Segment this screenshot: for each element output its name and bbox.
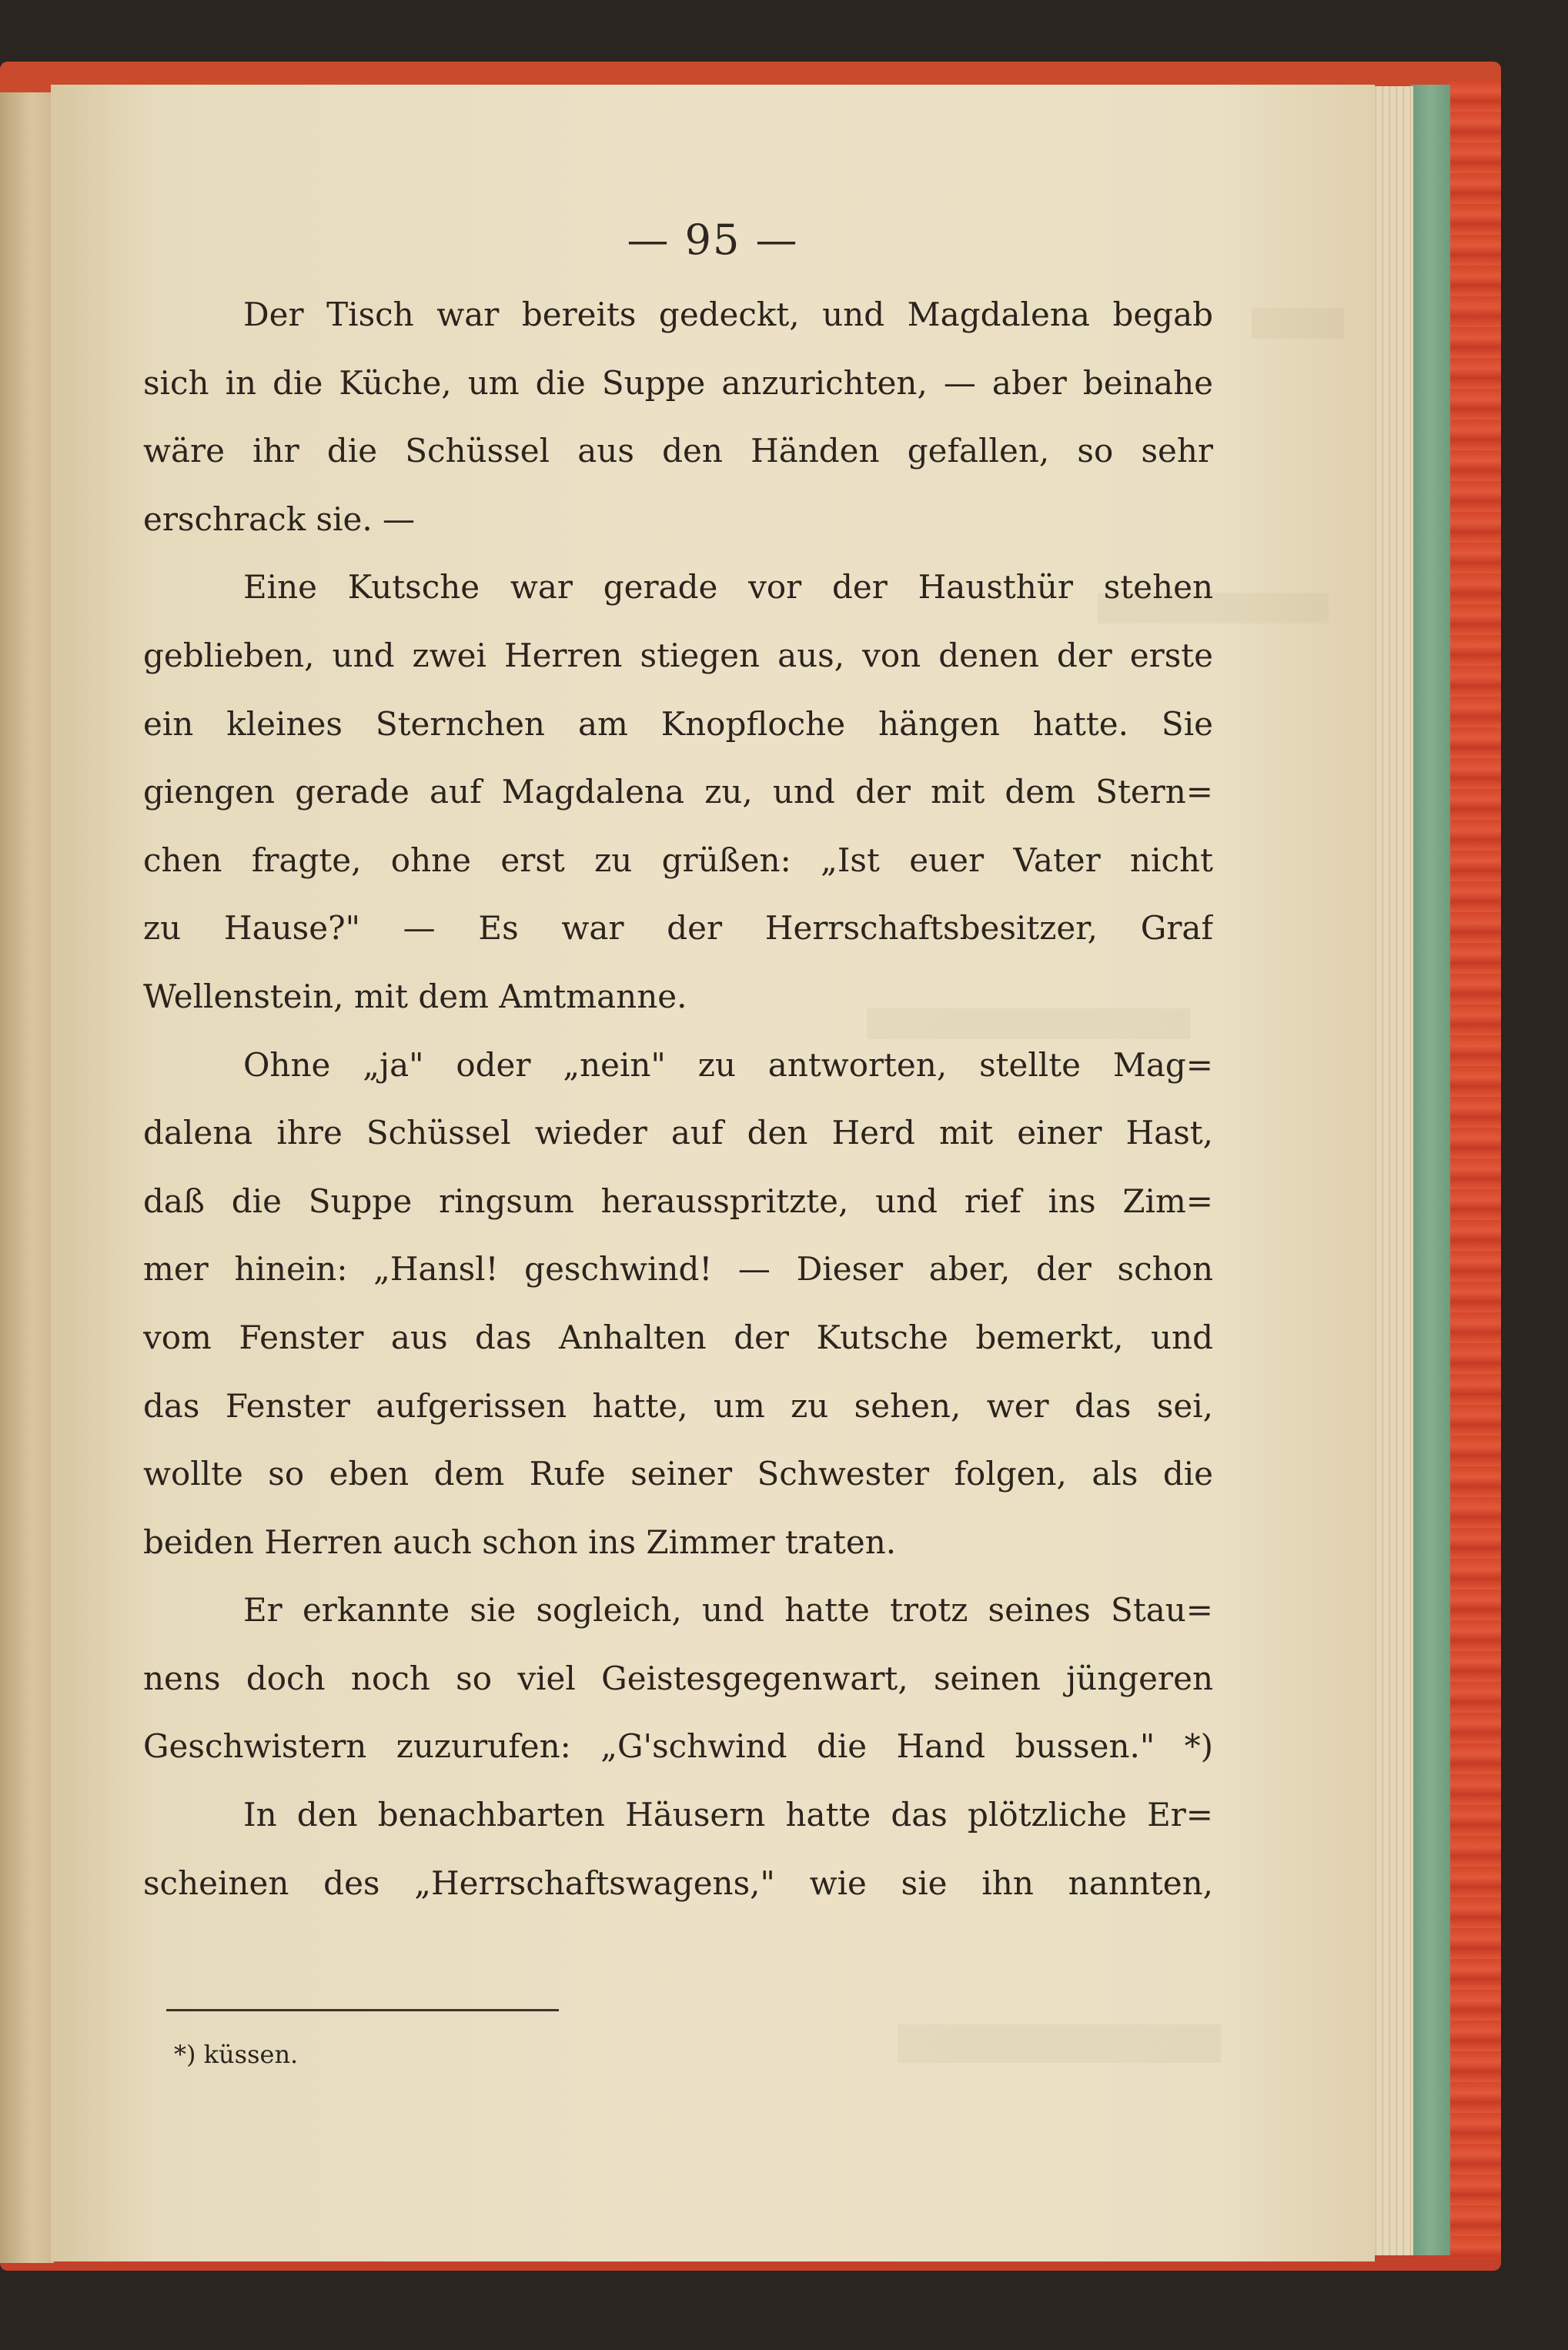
text-line: wäre ihr die Schüssel aus den Händen gefallen, so sehr	[143, 432, 1213, 470]
text-line: ein kleines Sternchen am Knopfloche hängen hatte. Sie	[143, 704, 1213, 743]
text-line: nens doch noch so viel Geistesgegenwart, seinen jüngeren	[143, 1659, 1213, 1697]
show-through-mark	[898, 2024, 1221, 2063]
page-stack-edge	[1370, 86, 1413, 2255]
book-page	[51, 85, 1375, 2261]
text-line: wollte so eben dem Rufe seiner Schwester folgen, als die	[143, 1455, 1213, 1493]
page-number: — 95 —	[627, 216, 799, 264]
text-line: erschrack sie. —	[143, 500, 416, 538]
red-fore-edge	[1447, 81, 1501, 2259]
text-line: chen fragte, ohne erst zu grüßen: „Ist euer Vater nicht	[143, 841, 1213, 879]
text-line: geblieben, und zwei Herren stiegen aus, von denen der erste	[143, 636, 1213, 674]
text-line: sich in die Küche, um die Suppe anzurichten, — aber beinahe	[143, 363, 1213, 402]
text-line: das Fenster aufgerissen hatte, um zu sehen, wer das sei,	[143, 1386, 1213, 1425]
body-text	[143, 281, 1213, 1917]
text-line: scheinen des „Herrschaftswagens," wie sie ihn nannten,	[143, 1864, 1213, 1902]
show-through-mark	[1252, 308, 1344, 339]
text-line: beiden Herren auch schon ins Zimmer traten.	[143, 1523, 897, 1561]
green-edge	[1410, 85, 1450, 2255]
text-line: Er erkannte sie sogleich, und hatte trotz seines Stau=	[243, 1591, 1213, 1630]
previous-page-edge	[0, 92, 54, 2263]
footnote: *) küssen.	[174, 2040, 299, 2069]
text-line: Der Tisch war bereits gedeckt, und Magdalena begab	[243, 296, 1213, 333]
text-line: Geschwistern zuzurufen: „G'schwind die Hand bussen." *)	[143, 1727, 1213, 1766]
text-line: dalena ihre Schüssel wieder auf den Herd mit einer Hast,	[143, 1114, 1213, 1152]
text-line: Wellenstein, mit dem Amtmanne.	[143, 977, 687, 1015]
footnote-rule	[166, 2009, 559, 2011]
text-line: vom Fenster aus das Anhalten der Kutsche bemerkt, und	[143, 1318, 1213, 1356]
text-line: Ohne „ja" oder „nein" zu antworten, stellte Mag=	[243, 1045, 1213, 1084]
text-line: mer hinein: „Hansl! geschwind! — Dieser aber, der schon	[143, 1250, 1213, 1289]
text-line: In den benachbarten Häusern hatte das plötzliche Er=	[243, 1796, 1213, 1834]
text-line: zu Hause?" — Es war der Herrschaftsbesitzer, Graf	[143, 909, 1213, 948]
text-line: giengen gerade auf Magdalena zu, und der mit dem Stern=	[143, 773, 1213, 811]
text-line: daß die Suppe ringsum herausspritzte, und rief ins Zim=	[143, 1182, 1213, 1220]
text-line: Eine Kutsche war gerade vor der Hausthür stehen	[243, 568, 1213, 607]
